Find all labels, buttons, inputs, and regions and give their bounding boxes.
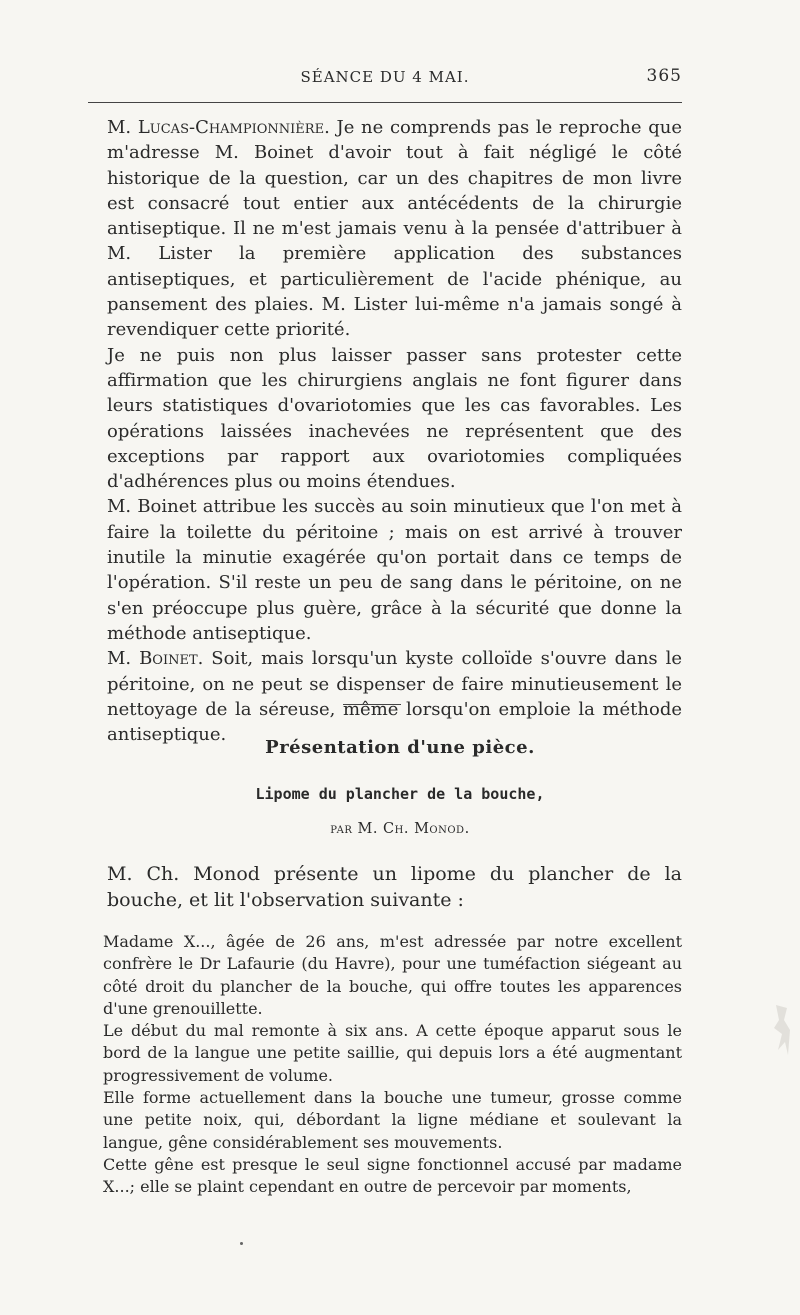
speaker-name: M. Lucas-Championnière. [107,117,330,138]
observation-paragraph: Elle forme actuellement dans la bouche une tumeur, grosse comme une petite noix, qui, débordant la ligne médiane et soulevant la langue, gêne considérablement ses mouvements. [103,1088,682,1152]
paragraph-statistics [107,343,682,495]
section-divider [343,704,401,705]
page-number: 365 [646,66,682,86]
observation-body [103,931,682,1199]
section-title: Présentation d'une pièce. [265,737,535,758]
section-byline [0,821,800,837]
paragraph-text: Je ne puis non plus laisser passer sans protester cette affirmation que les chirurgiens anglais ne font figurer dans leurs statistiques d'ovariotomies que les cas favorables. Les opérations laissées inachevées ne représentent que des exceptions par rapport aux ovariotomies compliquées d'adhérences plus ou moins étendues. [107,344,682,493]
observation-paragraph: Madame X..., âgée de 26 ans, m'est adressée par notre excellent confrère le Dr Lafaurie (du Havre), pour une tuméfaction siégeant au côté droit du plancher de la bouche, qui offre toutes les apparences d'une grenouillette. [103,932,682,1018]
paragraph-lucas-championniere [107,115,682,343]
observation-paragraph: Cette gêne est presque le seul signe fonctionnel accusé par madame X...; elle se plaint cependant en outre de percevoir par moments, [103,1154,682,1197]
discussion-body [107,115,682,747]
running-title: SÉANCE DU 4 MAI. [300,68,470,86]
paper-stain [770,1000,794,1060]
intro-text: M. Ch. Monod présente un lipome du plancher de la bouche, et lit l'observation suivante : [107,863,682,911]
paragraph-text: M. Boinet attribue les succès au soin minutieux que l'on met à faire la toilette du péritoine ; mais on est arrivé à trouver inutile la minutie exagérée qu'on portait dans ce temps de l'opération. S'il reste un peu de sang dans le péritoine, on ne s'en préoccupe plus guère, grâce à la sécurité que donne la méthode antiseptique. [107,496,682,644]
paragraph-boinet [107,646,682,747]
header-rule [88,102,682,103]
paragraph-peritoine [107,494,682,646]
paragraph-text: Je ne comprends pas le reproche que m'adresse M. Boinet d'avoir tout à fait négligé le côté historique de la question, car un des chapitres de mon livre est consacré tout entier aux antécédents de la chirurgie antiseptique. Il ne m'est jamais venu à la pensée d'attribuer à M. Lister la première application des substances antiseptiques, et particulièrement de l'acide phénique, au pansement des plaies. M. Lister lui-même n'a jamais songé à revendiquer cette priorité. [107,117,682,341]
paper-speck [240,1242,243,1245]
speaker-name: M. Boinet. [107,648,204,670]
paragraph-text: Soit, mais lorsqu'un kyste colloïde s'ouvre dans le péritoine, on ne peut se dispenser de faire minutieusement le nettoyage de la séreuse, même lorsqu'on emploie la méthode antiseptique. [107,648,682,746]
running-head [88,66,682,90]
observation-paragraph: Le début du mal remonte à six ans. A cette époque apparut sous le bord de la langue une petite saillie, qui depuis lors a été augmentant progressivement de volume. [103,1021,682,1085]
intro-paragraph [107,861,682,913]
section-subtitle: Lipome du plancher de la bouche, [255,785,545,803]
byline-text: par M. Ch. Monod. [330,821,470,837]
